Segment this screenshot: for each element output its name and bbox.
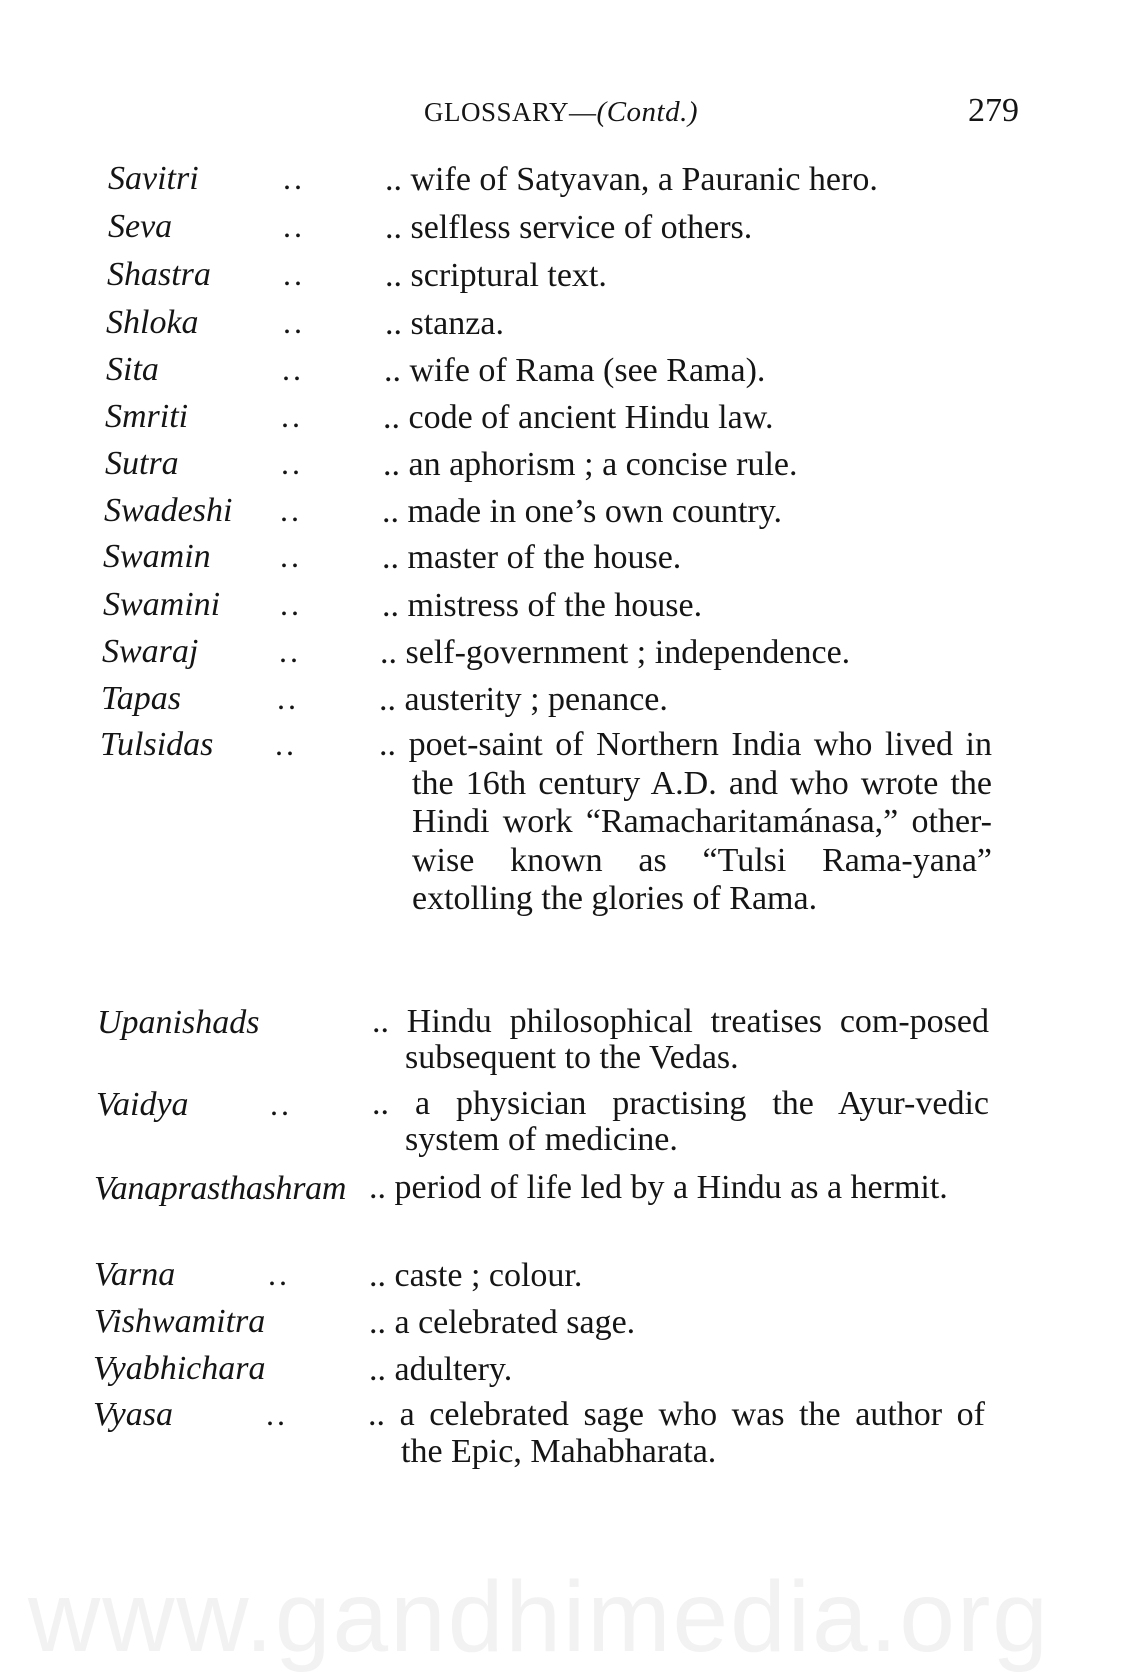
entry-term: Smriti	[105, 398, 189, 435]
entry-term: Vaidya	[96, 1086, 189, 1123]
entry-term: Sita	[106, 351, 159, 388]
entry-term: Shloka	[106, 304, 199, 341]
entry-leader: ..	[283, 256, 305, 292]
entry-leader: ..	[283, 160, 305, 196]
entry-term: Varna	[94, 1256, 176, 1293]
entry-term: Vyabhichara	[93, 1350, 266, 1387]
entry-leader: ..	[268, 1256, 290, 1292]
entry-term: Vishwamitra	[94, 1303, 266, 1340]
entry-leader: ..	[280, 492, 302, 528]
entry-leader: ..	[283, 208, 305, 244]
entry-definition: .. adultery.	[369, 1351, 513, 1388]
entry-term: Swaraj	[102, 633, 199, 670]
entry-term: Tapas	[101, 680, 182, 717]
entry-definition: .. poet-saint of Northern India who lived in the 16th century A.D. and who wrote the Hindi work “Ramacharitamánasa,” other-wise known as “Tulsi Rama-yana” extolling the glories of Rama.	[379, 726, 992, 918]
entry-leader: ..	[283, 304, 305, 340]
entry-term: Shastra	[107, 256, 211, 293]
entry-term: Swamini	[103, 586, 221, 623]
running-title-contd: (Contd.)	[596, 96, 699, 128]
entry-definition: .. austerity ; penance.	[379, 681, 668, 718]
entry-leader: ..	[279, 633, 301, 669]
page-number: 279	[968, 92, 1019, 129]
entry-definition: .. selfless service of others.	[385, 209, 753, 246]
entry-definition: .. mistress of the house.	[382, 587, 703, 624]
entry-definition: .. wife of Satyavan, a Pauranic hero.	[385, 161, 878, 198]
entry-term: Tulsidas	[100, 726, 214, 763]
entry-leader: ..	[266, 1396, 288, 1432]
running-header	[424, 96, 698, 129]
entry-definition: .. caste ; colour.	[369, 1257, 583, 1294]
entry-definition: .. an aphorism ; a concise rule.	[383, 446, 798, 483]
entry-definition: .. Hindu philosophical treatises com-posed subsequent to the Vedas.	[372, 1003, 989, 1076]
entry-definition: .. made in one’s own country.	[382, 493, 783, 530]
entry-definition: .. stanza.	[385, 305, 504, 342]
entry-term: Savitri	[108, 160, 199, 197]
entry-definition: .. a physician practising the Ayur-vedic system of medicine.	[372, 1085, 989, 1158]
entry-definition: .. code of ancient Hindu law.	[383, 399, 774, 436]
entry-term: Swadeshi	[104, 492, 233, 529]
entry-definition: .. a celebrated sage.	[369, 1304, 636, 1341]
entry-leader: ..	[280, 538, 302, 574]
entry-term: Upanishads	[97, 1004, 260, 1041]
entry-leader: ..	[275, 726, 297, 762]
entry-leader: ..	[277, 680, 299, 716]
entry-term: Swamin	[103, 538, 211, 575]
entry-definition: .. scriptural text.	[385, 257, 607, 294]
entry-definition: .. a celebrated sage who was the author of the Epic, Mahabharata.	[368, 1396, 985, 1470]
entry-term: Vanaprasthashram	[94, 1170, 347, 1207]
entry-term: Sutra	[105, 445, 179, 482]
entry-definition: .. period of life led by a Hindu as a hermit.	[369, 1169, 948, 1206]
entry-leader: ..	[282, 351, 304, 387]
entry-definition: .. self-government ; independence.	[380, 634, 851, 671]
entry-leader: ..	[270, 1086, 292, 1122]
entry-definition: .. master of the house.	[382, 539, 682, 576]
running-title: GLOSSARY—	[424, 97, 597, 127]
entry-definition: .. wife of Rama (see Rama).	[384, 352, 766, 389]
entry-leader: ..	[281, 445, 303, 481]
entry-leader: ..	[280, 586, 302, 622]
entry-leader: ..	[281, 398, 303, 434]
entry-term: Vyasa	[93, 1396, 173, 1433]
watermark: www.gandhimedia.org	[28, 1561, 1050, 1673]
entry-term: Seva	[108, 208, 173, 245]
